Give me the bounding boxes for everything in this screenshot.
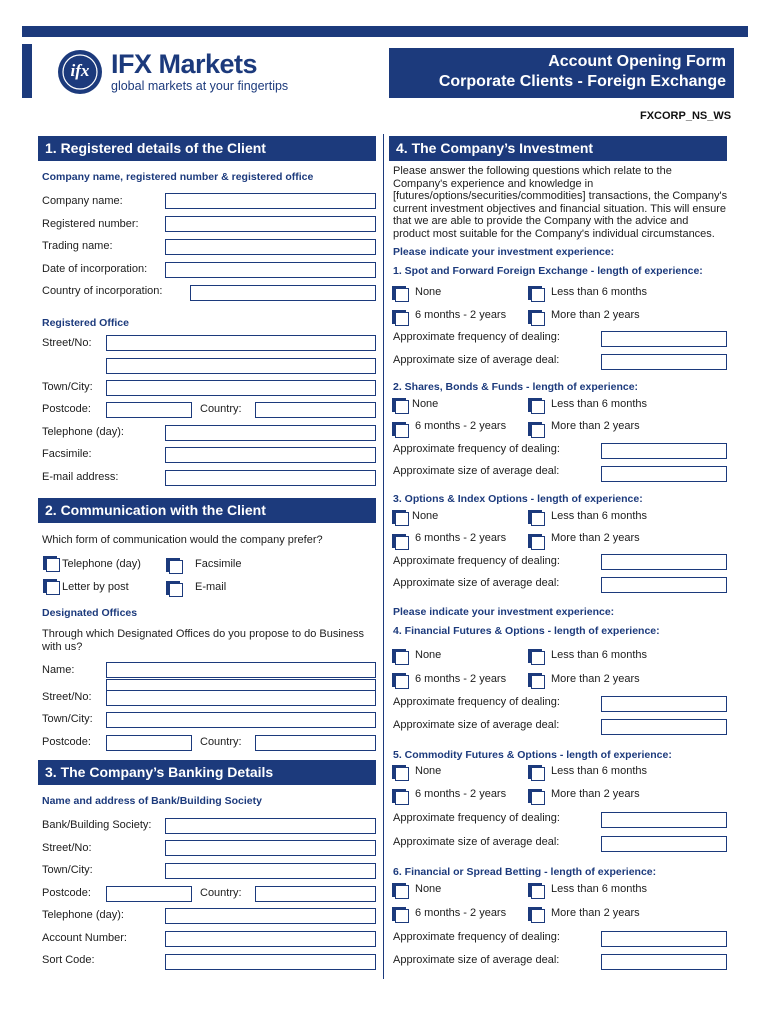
q2-label-freq: Approximate frequency of dealing:	[393, 443, 560, 455]
checkbox-facsimile[interactable]	[169, 560, 183, 574]
q1-label-size: Approximate size of average deal:	[393, 354, 560, 366]
bank-postcode-input[interactable]	[106, 886, 192, 902]
company-name-input[interactable]	[165, 193, 376, 209]
logo-text: IFX Markets	[111, 49, 258, 79]
q6-size-input[interactable]	[601, 954, 727, 970]
q1-label-less6: Less than 6 months	[551, 286, 648, 298]
facsimile-input[interactable]	[165, 447, 376, 463]
q4-size-input[interactable]	[601, 719, 727, 735]
q6-checkbox-more2[interactable]	[531, 909, 545, 923]
label-office-street: Street/No:	[42, 691, 92, 703]
q3-heading: 3. Options & Index Options - length of experience:	[393, 493, 643, 505]
office-name-input[interactable]	[106, 662, 376, 678]
label-date-incorporation: Date of incorporation:	[42, 263, 148, 275]
q5-heading: 5. Commodity Futures & Options - length of experience:	[393, 749, 672, 761]
q2-label-more2: More than 2 years	[551, 420, 640, 432]
q2-label-none: None	[412, 398, 439, 410]
label-country: Country:	[200, 403, 242, 415]
q6-label-freq: Approximate frequency of dealing:	[393, 931, 560, 943]
q6-label-more2: More than 2 years	[551, 907, 640, 919]
q1-label-6m2y: 6 months - 2 years	[415, 309, 507, 321]
label-company-name: Company name:	[42, 195, 123, 207]
bank-telephone-input[interactable]	[165, 908, 376, 924]
office-country-input[interactable]	[255, 735, 376, 751]
label-postcode: Postcode:	[42, 403, 91, 415]
q1-label-freq: Approximate frequency of dealing:	[393, 331, 560, 343]
q2-checkbox-6m2y[interactable]	[395, 424, 409, 438]
q3-label-more2: More than 2 years	[551, 532, 640, 544]
label-opt-email: E-mail	[195, 581, 227, 593]
street-input[interactable]	[106, 335, 376, 351]
label-telephone: Telephone (day):	[42, 426, 124, 438]
q3-checkbox-none[interactable]	[395, 512, 409, 526]
logo-tagline: global markets at your fingertips	[111, 79, 289, 93]
q3-label-freq: Approximate frequency of dealing:	[393, 555, 560, 567]
label-office-country: Country:	[200, 736, 242, 748]
q4-label-more2: More than 2 years	[551, 673, 640, 685]
q3-label-none: None	[412, 510, 439, 522]
office-postcode-input[interactable]	[106, 735, 192, 751]
label-office-postcode: Postcode:	[42, 736, 91, 748]
q5-label-more2: More than 2 years	[551, 788, 640, 800]
label-account-number: Account Number:	[42, 932, 127, 944]
communication-question: Which form of communication would the company prefer?	[42, 534, 323, 546]
q3-checkbox-less6[interactable]	[531, 512, 545, 526]
q3-size-input[interactable]	[601, 577, 727, 593]
date-incorporation-input[interactable]	[165, 262, 376, 278]
q4-label-6m2y: 6 months - 2 years	[415, 673, 507, 685]
q6-label-6m2y: 6 months - 2 years	[415, 907, 507, 919]
q1-size-input[interactable]	[601, 354, 727, 370]
q4-heading: 4. Financial Futures & Options - length of experience:	[393, 625, 660, 637]
country-incorporation-input[interactable]	[190, 285, 376, 301]
account-number-input[interactable]	[165, 931, 376, 947]
label-bank: Bank/Building Society:	[42, 819, 152, 831]
postcode-input[interactable]	[106, 402, 192, 418]
label-facsimile: Facsimile:	[42, 448, 92, 460]
q1-heading: 1. Spot and Forward Foreign Exchange - length of experience:	[393, 265, 703, 277]
q2-checkbox-less6[interactable]	[531, 400, 545, 414]
bank-street-input[interactable]	[165, 840, 376, 856]
q5-checkbox-6m2y[interactable]	[395, 791, 409, 805]
q3-freq-input[interactable]	[601, 554, 727, 570]
q4-label-freq: Approximate frequency of dealing:	[393, 696, 560, 708]
q3-checkbox-6m2y[interactable]	[395, 536, 409, 550]
q4-checkbox-none[interactable]	[395, 651, 409, 665]
q2-heading: 2. Shares, Bonds & Funds - length of experience:	[393, 381, 639, 393]
label-office-town: Town/City:	[42, 713, 93, 725]
indicate-experience-1: Please indicate your investment experience:	[393, 246, 615, 258]
designated-offices-question: Through which Designated Offices do you propose to do Business with us?	[42, 628, 365, 653]
investment-intro: Please answer the following questions which relate to the Company's experience and knowledge in [futures/options/securities/commodities] transactions, the Company's current investment objectives and financial situation. This will ensure that we are able to provide the Company with the advice and product most suitable for the Company's individual circumstances.	[393, 165, 728, 240]
telephone-input[interactable]	[165, 425, 376, 441]
indicate-experience-2: Please indicate your investment experience:	[393, 606, 615, 618]
checkbox-email[interactable]	[169, 583, 183, 597]
q3-label-size: Approximate size of average deal:	[393, 577, 560, 589]
label-trading-name: Trading name:	[42, 240, 113, 252]
town-input[interactable]	[106, 380, 376, 396]
title-line2: Corporate Clients - Foreign Exchange	[438, 73, 726, 90]
q1-label-none: None	[415, 286, 442, 298]
registered-number-input[interactable]	[165, 216, 376, 232]
label-bank-street: Street/No:	[42, 842, 92, 854]
q6-label-size: Approximate size of average deal:	[393, 954, 560, 966]
q4-checkbox-less6[interactable]	[531, 651, 545, 665]
label-registered-number: Registered number:	[42, 218, 139, 230]
title-line1: Account Opening Form	[548, 53, 726, 70]
label-opt-letter: Letter by post	[62, 581, 129, 593]
trading-name-input[interactable]	[165, 239, 376, 255]
q2-freq-input[interactable]	[601, 443, 727, 459]
s3-subheading-bank: Name and address of Bank/Building Society	[42, 795, 262, 807]
q2-checkbox-more2[interactable]	[531, 424, 545, 438]
label-opt-facsimile: Facsimile	[195, 558, 242, 570]
q3-label-6m2y: 6 months - 2 years	[415, 532, 507, 544]
top-bar	[22, 26, 748, 37]
q5-checkbox-less6[interactable]	[531, 767, 545, 781]
q2-label-size: Approximate size of average deal:	[393, 465, 560, 477]
q3-checkbox-more2[interactable]	[531, 536, 545, 550]
section3-heading: 3. The Company’s Banking Details	[38, 760, 376, 785]
bank-country-input[interactable]	[255, 886, 376, 902]
q5-label-freq: Approximate frequency of dealing:	[393, 812, 560, 824]
column-divider	[383, 134, 384, 979]
q5-checkbox-more2[interactable]	[531, 791, 545, 805]
s2-subheading-designated-offices: Designated Offices	[42, 607, 138, 619]
q1-checkbox-none[interactable]	[395, 288, 409, 302]
logo-mark: ifx	[70, 61, 90, 80]
q1-checkbox-6m2y[interactable]	[395, 312, 409, 326]
q1-checkbox-less6[interactable]	[531, 288, 545, 302]
email-input[interactable]	[165, 470, 376, 486]
q4-label-none: None	[415, 649, 442, 661]
q6-freq-input[interactable]	[601, 931, 727, 947]
q5-size-input[interactable]	[601, 836, 727, 852]
office-town-input[interactable]	[106, 712, 376, 728]
s1-subheading-company: Company name, registered number & registered office	[42, 171, 314, 183]
street-input-line2[interactable]	[106, 358, 376, 374]
label-street: Street/No:	[42, 337, 92, 349]
label-bank-postcode: Postcode:	[42, 887, 91, 899]
form-code: FXCORP_NS_WS	[640, 110, 732, 122]
q2-checkbox-none[interactable]	[395, 400, 409, 414]
q4-checkbox-6m2y[interactable]	[395, 675, 409, 689]
country-input[interactable]	[255, 402, 376, 418]
q4-freq-input[interactable]	[601, 696, 727, 712]
section2-heading: 2. Communication with the Client	[38, 498, 376, 523]
q6-label-less6: Less than 6 months	[551, 883, 648, 895]
ifx-logo	[56, 46, 296, 102]
section4-heading: 4. The Company’s Investment	[389, 136, 727, 161]
q3-label-less6: Less than 6 months	[551, 510, 648, 522]
bank-input[interactable]	[165, 818, 376, 834]
q5-label-6m2y: 6 months - 2 years	[415, 788, 507, 800]
q5-freq-input[interactable]	[601, 812, 727, 828]
q4-checkbox-more2[interactable]	[531, 675, 545, 689]
label-email: E-mail address:	[42, 471, 119, 483]
q2-label-6m2y: 6 months - 2 years	[415, 420, 507, 432]
q4-label-less6: Less than 6 months	[551, 649, 648, 661]
label-bank-telephone: Telephone (day):	[42, 909, 124, 921]
q5-label-none: None	[415, 765, 442, 777]
label-town: Town/City:	[42, 381, 93, 393]
q5-checkbox-none[interactable]	[395, 767, 409, 781]
section1-heading: 1. Registered details of the Client	[38, 136, 376, 161]
q2-size-input[interactable]	[601, 466, 727, 482]
q6-checkbox-none[interactable]	[395, 885, 409, 899]
q6-heading: 6. Financial or Spread Betting - length of experience:	[393, 866, 657, 878]
label-sort-code: Sort Code:	[42, 954, 95, 966]
q5-label-size: Approximate size of average deal:	[393, 836, 560, 848]
office-street-input[interactable]	[106, 690, 376, 706]
bank-town-input[interactable]	[165, 863, 376, 879]
label-opt-telephone: Telephone (day)	[62, 558, 141, 570]
s1-subheading-registered-office: Registered Office	[42, 317, 129, 329]
q1-checkbox-more2[interactable]	[531, 312, 545, 326]
q5-label-less6: Less than 6 months	[551, 765, 648, 777]
title-block	[389, 48, 734, 98]
label-bank-country: Country:	[200, 887, 242, 899]
q4-label-size: Approximate size of average deal:	[393, 719, 560, 731]
label-office-name: Name:	[42, 664, 75, 676]
checkbox-telephone[interactable]	[46, 558, 60, 572]
q6-label-none: None	[415, 883, 442, 895]
q2-label-less6: Less than 6 months	[551, 398, 648, 410]
q6-checkbox-6m2y[interactable]	[395, 909, 409, 923]
left-accent-bar	[22, 44, 32, 98]
label-bank-town: Town/City:	[42, 864, 93, 876]
checkbox-letter[interactable]	[46, 581, 60, 595]
q1-freq-input[interactable]	[601, 331, 727, 347]
label-country-incorporation: Country of incorporation:	[42, 285, 163, 297]
q6-checkbox-less6[interactable]	[531, 885, 545, 899]
q1-label-more2: More than 2 years	[551, 309, 640, 321]
sort-code-input[interactable]	[165, 954, 376, 970]
